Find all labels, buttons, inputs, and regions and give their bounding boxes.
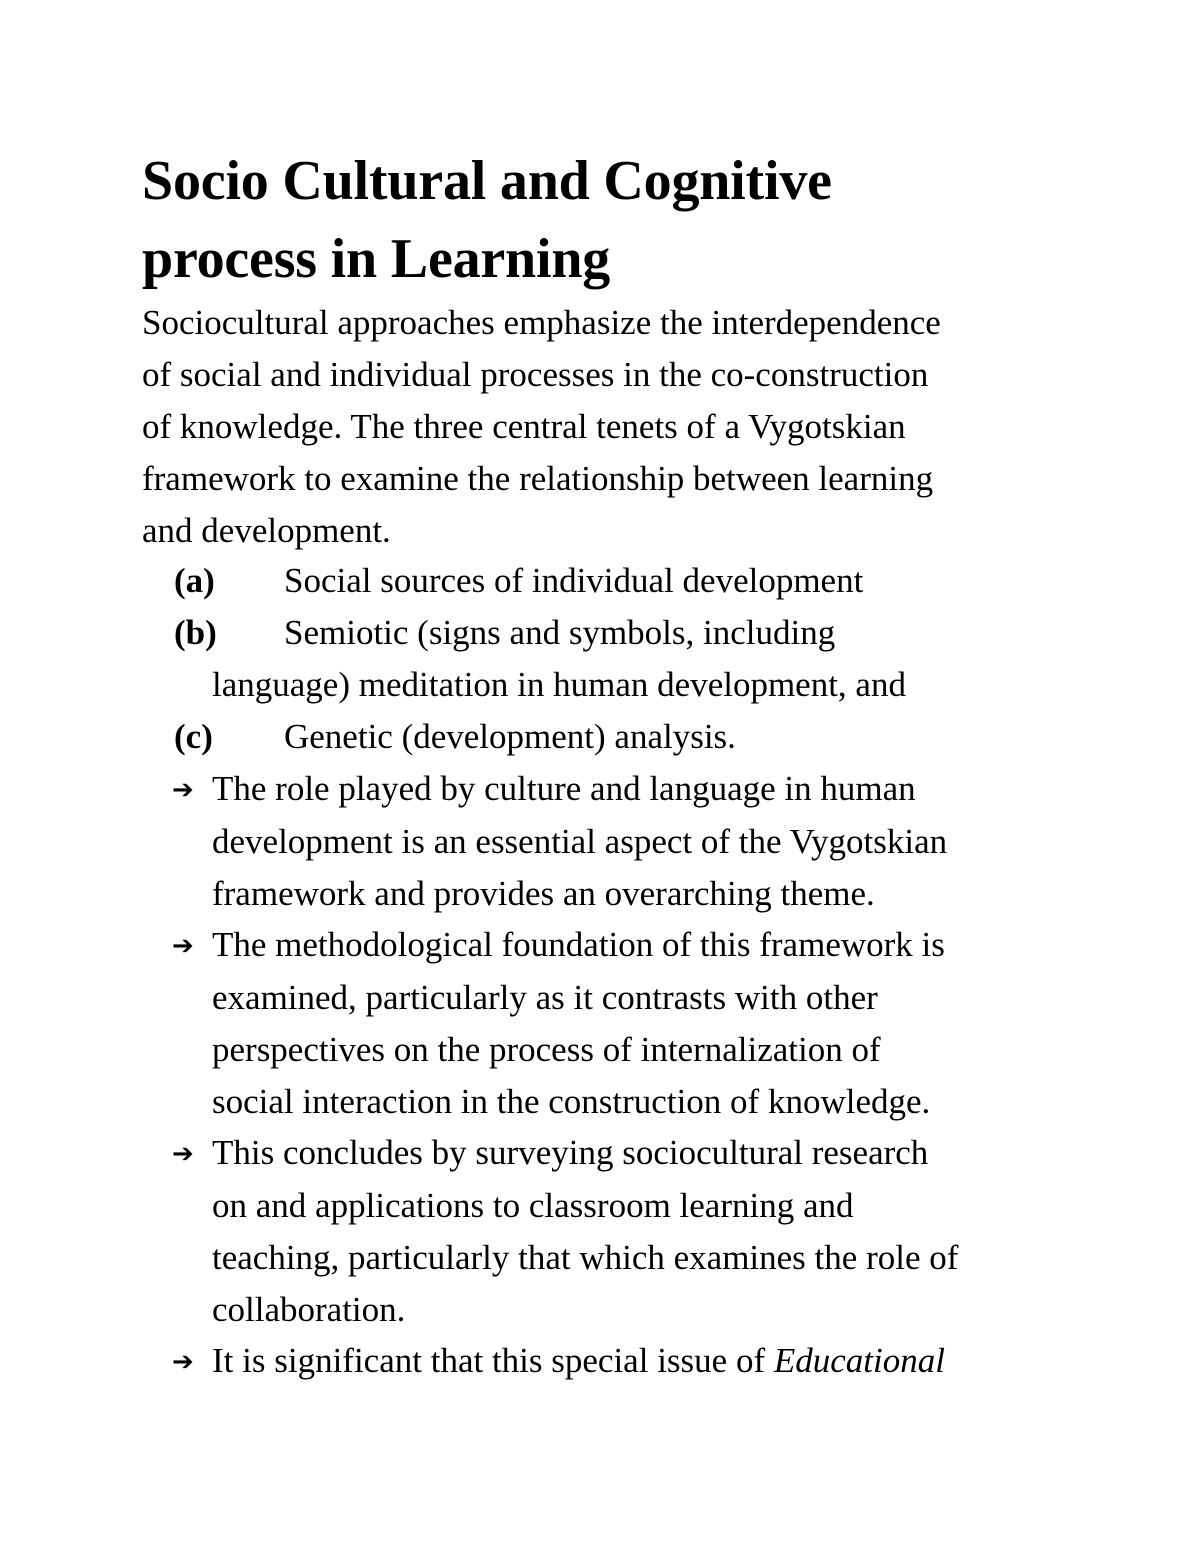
bullet-item: [172, 1335, 945, 1388]
bullet-line: This concludes by surveying sociocultural research: [212, 1133, 929, 1172]
intro-line: and development.: [142, 511, 391, 550]
title-line: Socio Cultural and Cognitive: [142, 150, 832, 212]
arrow-icon: ➔: [172, 1139, 194, 1169]
bullet-item: [172, 919, 945, 1128]
bullet-line: The methodological foundation of this framework is: [212, 925, 945, 964]
intro-line: of social and individual processes in the co-construction: [142, 355, 929, 394]
bullet-line: teaching, particularly that which examines the role of: [212, 1238, 959, 1277]
bullet-line: social interaction in the construction of knowledge.: [212, 1082, 931, 1121]
arrow-icon: ➔: [172, 775, 194, 805]
tenet-label: (b): [174, 613, 217, 652]
bullet-line: collaboration.: [212, 1290, 406, 1329]
document-title: [142, 142, 832, 298]
tenet-item-b: [174, 607, 906, 711]
intro-line: framework to examine the relationship between learning: [142, 459, 934, 498]
arrow-icon: ➔: [172, 931, 194, 961]
bullet-item: [172, 1127, 958, 1336]
tenet-text-continuation: language) meditation in human development, and: [212, 665, 906, 704]
intro-paragraph: [142, 297, 941, 557]
bullet-line: on and applications to classroom learning and: [212, 1186, 854, 1225]
bullet-line: The role played by culture and language in human: [212, 769, 916, 808]
tenet-text: Semiotic (signs and symbols, including: [284, 613, 836, 652]
tenet-label: (c): [174, 717, 213, 756]
intro-line: of knowledge. The three central tenets of a Vygotskian: [142, 407, 906, 446]
bullet-item: [172, 763, 947, 920]
journal-name: Educational: [773, 1341, 945, 1380]
tenet-item-a: [174, 555, 863, 607]
tenet-text: Social sources of individual development: [284, 561, 864, 600]
intro-line: Sociocultural approaches emphasize the interdependence: [142, 303, 941, 342]
tenet-text: Genetic (development) analysis.: [284, 717, 736, 756]
title-line: process in Learning: [142, 228, 611, 290]
bullet-line: perspectives on the process of internalization of: [212, 1030, 881, 1069]
tenet-label: (a): [174, 561, 215, 600]
arrow-icon: ➔: [172, 1347, 194, 1377]
bullet-line: It is significant that this special issue of: [212, 1341, 774, 1380]
bullet-line: framework and provides an overarching theme.: [212, 874, 875, 913]
bullet-line: development is an essential aspect of the Vygotskian: [212, 822, 948, 861]
bullet-line: examined, particularly as it contrasts with other: [212, 978, 878, 1017]
tenet-item-c: [174, 711, 736, 763]
